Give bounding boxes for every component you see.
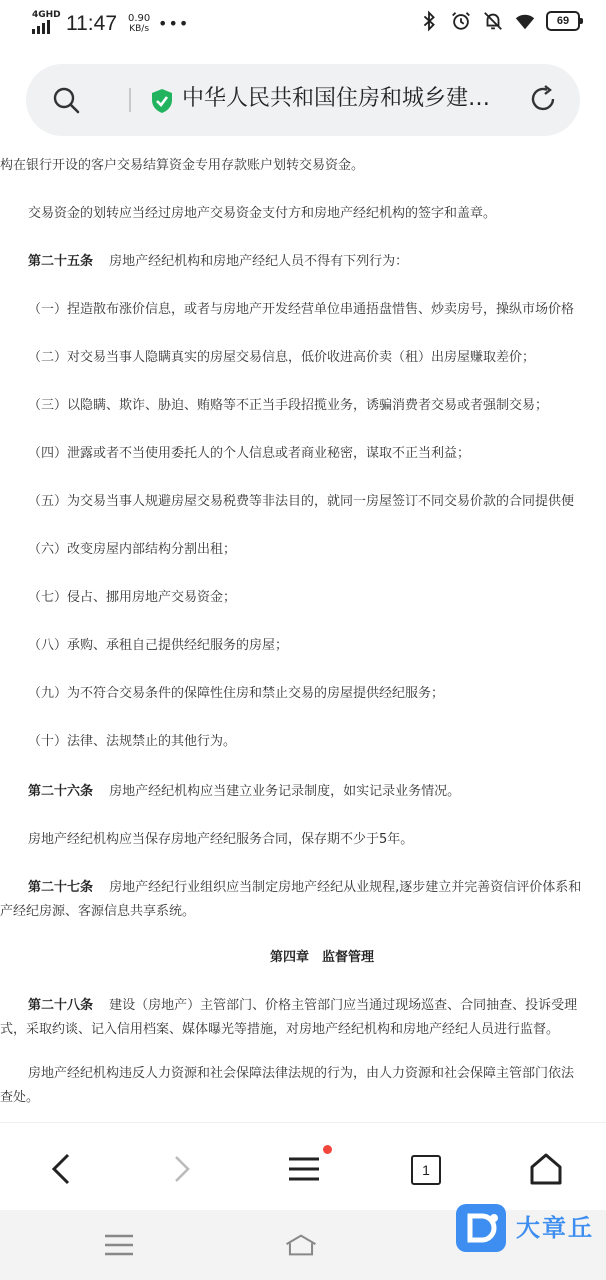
- mute-bell-icon: [482, 10, 504, 32]
- notification-dot: [323, 1145, 332, 1154]
- text-line: 房地产经纪机构应当保存房地产经纪服务合同，保存期不少于5年。: [28, 832, 414, 847]
- list-item: （四）泄露或者不当使用委托人的个人信息或者商业秘密，谋取不正当利益；: [28, 446, 471, 461]
- article-heading: 第二十八条: [28, 998, 94, 1013]
- status-right: [418, 10, 580, 32]
- text-line: 房地产经纪机构违反人力资源和社会保障法律法规的行为，由人力资源和社会保障主管部门依法: [28, 1066, 575, 1081]
- recent-apps-icon[interactable]: [102, 1230, 136, 1260]
- battery-icon: 69: [546, 11, 580, 31]
- article-heading: 第二十六条: [28, 784, 94, 799]
- chapter-title: 第四章 监督管理: [269, 950, 374, 965]
- search-icon[interactable]: [52, 86, 80, 114]
- list-item: （九）为不符合交易条件的保障性住房和禁止交易的房屋提供经纪服务；: [28, 686, 445, 701]
- list-item: （十）法律、法规禁止的其他行为。: [28, 734, 237, 749]
- article-25: [28, 250, 606, 274]
- watermark-icon: [456, 1204, 506, 1252]
- network-speed: [128, 13, 150, 35]
- list-item: （三）以隐瞒、欺诈、胁迫、贿赂等不正当手段招揽业务，诱骗消费者交易或者强制交易；: [28, 398, 549, 413]
- menu-icon[interactable]: [284, 1151, 324, 1187]
- article-text: 房地产经纪行业组织应当制定房地产经纪从业规程,逐步建立并完善资信评价体系和: [109, 880, 582, 895]
- text-line: 产经纪房源、客源信息共享系统。: [0, 904, 196, 919]
- address-bar[interactable]: [26, 64, 580, 136]
- network-type: 4GHD: [32, 10, 61, 20]
- article-heading: 第二十七条: [28, 880, 94, 895]
- list-item: （五）为交易当事人规避房屋交易税费等非法目的，就同一房屋签订不同交易价款的合同提供便: [28, 494, 575, 509]
- more-notifications-icon: •••: [158, 14, 190, 33]
- forward-icon[interactable]: [162, 1151, 202, 1187]
- wifi-icon: [514, 10, 536, 32]
- address-divider: [129, 88, 131, 112]
- watermark-logo: [456, 1204, 606, 1256]
- article-26: [28, 780, 606, 804]
- text-line: 式，采取约谈、记入信用档案、媒体曝光等措施，对房地产经纪机构和房地产经纪人员进行监督。: [0, 1022, 560, 1037]
- article-text: 房地产经纪机构和房地产经纪人员不得有下列行为：: [109, 254, 409, 269]
- signal-icon: [32, 20, 50, 34]
- list-item: （八）承购、承租自己提供经纪服务的房屋；: [28, 638, 289, 653]
- alarm-icon: [450, 10, 472, 32]
- reload-icon[interactable]: [528, 84, 558, 114]
- system-home-icon[interactable]: [284, 1230, 318, 1260]
- browser-toolbar: [0, 1122, 606, 1211]
- text-line: 交易资金的划转应当经过房地产交易资金支付方和房地产经纪机构的签字和盖章。: [28, 206, 497, 221]
- speed-value: 0.90: [128, 13, 151, 24]
- clock: 11:47: [66, 12, 117, 35]
- list-item: （一）捏造散布涨价信息，或者与房地产开发经营单位串通捂盘惜售、炒卖房号，操纵市场价格: [28, 302, 575, 317]
- article-content: [0, 150, 606, 1115]
- tabs-button[interactable]: [406, 1151, 446, 1187]
- status-bar: [0, 0, 606, 48]
- home-icon[interactable]: [526, 1151, 566, 1187]
- text-line: 查处。: [0, 1090, 40, 1105]
- article-28: [28, 994, 606, 1018]
- list-item: （七）侵占、挪用房地产交易资金；: [28, 590, 237, 605]
- article-27: [28, 876, 606, 900]
- watermark-text: 大章丘: [516, 1214, 594, 1242]
- system-nav-bar: [0, 1210, 606, 1280]
- list-item: （二）对交易当事人隐瞒真实的房屋交易信息，低价收进高价卖（租）出房屋赚取差价；: [28, 350, 536, 365]
- secure-shield-icon: [150, 88, 174, 114]
- article-heading: 第二十五条: [28, 254, 94, 269]
- speed-unit: KB/s: [129, 24, 150, 34]
- list-item: （六）改变房屋内部结构分割出租；: [28, 542, 237, 557]
- tab-count: 1: [411, 1155, 441, 1185]
- back-icon[interactable]: [42, 1151, 82, 1187]
- status-left: [32, 10, 190, 35]
- page-title[interactable]: 中华人民共和国住房和城乡建…: [182, 86, 491, 111]
- article-text: 房地产经纪机构应当建立业务记录制度，如实记录业务情况。: [109, 784, 461, 799]
- text-line: 构在银行开设的客户交易结算资金专用存款账户划转交易资金。: [0, 158, 365, 173]
- article-text: 建设（房地产）主管部门、价格主管部门应当通过现场巡查、合同抽查、投诉受理: [109, 998, 578, 1013]
- bluetooth-icon: [418, 10, 440, 32]
